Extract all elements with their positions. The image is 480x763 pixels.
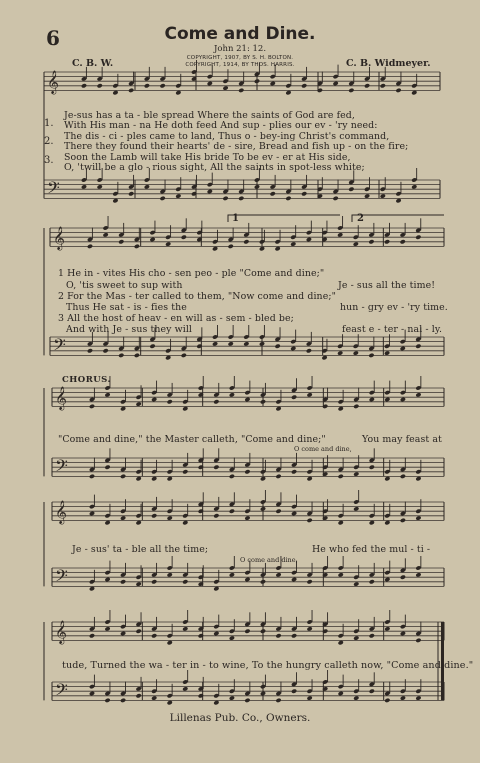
note-head	[120, 406, 126, 411]
note-head	[229, 572, 235, 577]
note-head	[400, 631, 406, 636]
note-head	[368, 239, 374, 244]
note-head	[167, 700, 173, 705]
note-head	[384, 577, 390, 582]
note-head	[160, 83, 166, 88]
note-head	[182, 626, 188, 631]
note-head	[229, 695, 235, 700]
note-head	[244, 629, 250, 634]
page-number: 6	[46, 26, 60, 50]
note-head	[104, 392, 110, 397]
note-head	[112, 198, 118, 203]
note-head	[243, 341, 249, 346]
note-head	[213, 631, 219, 636]
note-head	[285, 90, 291, 95]
note-head	[207, 189, 213, 194]
note-head	[136, 401, 142, 406]
note-head	[136, 581, 142, 586]
note-head	[213, 586, 219, 591]
note-head	[338, 474, 344, 479]
note-head	[112, 90, 118, 95]
note-head	[89, 474, 95, 479]
note-head	[151, 397, 157, 402]
note-head	[87, 244, 93, 249]
note-head	[244, 469, 250, 474]
note-head	[238, 196, 244, 201]
note-head	[259, 246, 265, 251]
clef: 𝄢	[55, 455, 68, 480]
note-head	[415, 515, 421, 520]
note-head	[175, 193, 181, 198]
note-head	[87, 348, 93, 353]
note-head	[400, 695, 406, 700]
note-head	[415, 476, 421, 481]
verse-2-line-b: There they found their hearts' de - sire, Bread and fish up - on the fire;	[64, 141, 409, 152]
note-head	[348, 187, 354, 192]
note-head	[291, 577, 297, 582]
lyricist: C. B. W.	[72, 58, 114, 69]
note-head	[290, 241, 296, 246]
note-head	[400, 346, 406, 351]
note-head	[291, 689, 297, 694]
note-head	[415, 235, 421, 240]
note-head	[97, 184, 103, 189]
note-head	[369, 520, 375, 525]
clef: 𝄢	[55, 565, 68, 590]
note-head	[415, 344, 421, 349]
note-head	[175, 90, 181, 95]
note-head	[134, 353, 140, 358]
note-head	[229, 392, 235, 397]
hymn-title: Come and Dine.	[164, 24, 316, 44]
note-head	[213, 399, 219, 404]
clef: 𝄞	[47, 69, 59, 94]
note-head	[275, 633, 281, 638]
note-head	[182, 686, 188, 691]
note-head	[151, 633, 157, 638]
verse-number-1: 1.	[44, 118, 54, 129]
note-head	[353, 581, 359, 586]
note-head	[306, 348, 312, 353]
note-head	[291, 633, 297, 638]
note-head	[369, 579, 375, 584]
system2-verse1-b: O, 'tis sweet to sup with	[66, 280, 183, 291]
note-head	[338, 406, 344, 411]
composer: C. B. Widmeyer.	[346, 58, 431, 69]
note-head	[338, 691, 344, 696]
clef: 𝄢	[47, 177, 60, 202]
chorus-line-2: Je - sus' ta - ble all the time;	[72, 544, 209, 555]
note-head	[104, 626, 110, 631]
note-head	[353, 241, 359, 246]
note-head	[213, 700, 219, 705]
chorus-line-3: tude, Turned the wa - ter in - to wine, To the hungry calleth now, "Come and dine."	[62, 660, 474, 671]
note-head	[167, 399, 173, 404]
system2-verse3-b: And with Je - sus they will	[66, 324, 193, 335]
note-head	[244, 397, 250, 402]
note-head	[400, 239, 406, 244]
note-head	[81, 184, 87, 189]
note-head	[182, 579, 188, 584]
note-head	[228, 341, 234, 346]
chorus-line-1-end: You may feast at	[362, 434, 442, 445]
note-head	[165, 355, 171, 360]
clef: 𝄢	[53, 334, 66, 359]
note-head	[136, 629, 142, 634]
note-head	[104, 577, 110, 582]
verse-1-line-b: With His man - na He doth feed And sup - plies our ev - 'ry need:	[64, 120, 378, 131]
note-head	[222, 196, 228, 201]
note-head	[384, 397, 390, 402]
note-head	[301, 83, 307, 88]
note-head	[400, 474, 406, 479]
verse-2-line-a: The dis - ci - ples came to land, Thus o - bey-ing Christ's command,	[64, 131, 390, 142]
note-head	[89, 511, 95, 516]
publisher-credit: Lillenas Pub. Co., Owners.	[169, 712, 311, 724]
system2-verse2-b: Thus He sat - is - fies the	[66, 302, 187, 313]
note-head	[338, 520, 344, 525]
note-head	[118, 353, 124, 358]
note-head	[384, 350, 390, 355]
note-head	[307, 518, 313, 523]
note-head	[369, 689, 375, 694]
note-head	[207, 81, 213, 86]
note-head	[400, 397, 406, 402]
note-head	[275, 474, 281, 479]
note-head	[291, 395, 297, 400]
note-head	[275, 246, 281, 251]
note-head	[337, 232, 343, 237]
note-head	[307, 695, 313, 700]
note-head	[81, 83, 87, 88]
note-head	[89, 404, 95, 409]
note-head	[229, 509, 235, 514]
note-head	[380, 193, 386, 198]
note-head	[181, 235, 187, 240]
note-head	[151, 476, 157, 481]
note-head	[395, 198, 401, 203]
second-ending-verse1: Je - sus all the time!	[338, 280, 436, 291]
note-head	[151, 579, 157, 584]
note-head	[89, 633, 95, 638]
note-head	[307, 579, 313, 584]
note-head	[333, 81, 339, 86]
note-head	[128, 88, 134, 93]
system2-verse2-a: 2 For the Mas - ter called to them, "Now come and dine;"	[58, 291, 337, 302]
note-head	[165, 241, 171, 246]
note-head	[369, 633, 375, 638]
note-head	[321, 355, 327, 360]
note-head	[182, 520, 188, 525]
note-head	[275, 344, 281, 349]
note-head	[238, 88, 244, 93]
first-ending-bracket	[228, 215, 340, 222]
note-head	[120, 698, 126, 703]
note-head	[411, 184, 417, 189]
first-ending-label: 1	[232, 213, 239, 224]
echo-line-1: O come and dine,	[294, 445, 352, 453]
note-head	[353, 404, 359, 409]
note-head	[415, 638, 421, 643]
note-head	[89, 586, 95, 591]
note-head	[301, 191, 307, 196]
verse-number-3: 3.	[44, 155, 54, 166]
verse-number-2: 2.	[44, 136, 54, 147]
note-head	[104, 465, 110, 470]
note-head	[290, 346, 296, 351]
note-head	[254, 79, 260, 84]
second-ending-verse3: feast e - ter - nal - ly.	[342, 324, 443, 335]
note-head	[353, 506, 359, 511]
note-head	[275, 509, 281, 514]
note-head	[128, 191, 134, 196]
note-head	[369, 397, 375, 402]
clef: 𝄞	[55, 619, 67, 644]
note-head	[229, 635, 235, 640]
note-head	[89, 691, 95, 696]
note-head	[260, 579, 266, 584]
note-head	[151, 513, 157, 518]
note-head	[270, 81, 276, 86]
note-head	[307, 476, 313, 481]
note-head	[103, 348, 109, 353]
note-head	[260, 629, 266, 634]
note-head	[136, 476, 142, 481]
note-head	[400, 518, 406, 523]
note-head	[353, 695, 359, 700]
note-head	[118, 239, 124, 244]
clef: 𝄞	[55, 385, 67, 410]
note-head	[384, 698, 390, 703]
note-head	[167, 476, 173, 481]
verse-1-line-a: Je-sus has a ta - ble spread Where the saints of God are fed,	[64, 110, 355, 121]
note-head	[243, 239, 249, 244]
note-head	[333, 196, 339, 201]
note-head	[136, 693, 142, 698]
note-head	[260, 476, 266, 481]
note-head	[291, 469, 297, 474]
note-head	[415, 572, 421, 577]
note-head	[353, 471, 359, 476]
note-head	[307, 626, 313, 631]
note-head	[212, 246, 218, 251]
note-head	[353, 350, 359, 355]
note-head	[120, 474, 126, 479]
note-head	[104, 520, 110, 525]
note-head	[120, 515, 126, 520]
note-head	[395, 88, 401, 93]
note-head	[144, 83, 150, 88]
note-head	[364, 193, 370, 198]
second-ending-bracket	[352, 215, 444, 222]
echo-line-2: O come and dine,	[240, 556, 298, 564]
note-head	[228, 244, 234, 249]
note-head	[275, 406, 281, 411]
note-head	[260, 506, 266, 511]
second-ending-label: 2	[357, 213, 364, 224]
note-head	[260, 399, 266, 404]
note-head	[306, 237, 312, 242]
note-head	[338, 572, 344, 577]
note-head	[151, 695, 157, 700]
note-head	[415, 695, 421, 700]
note-head	[384, 626, 390, 631]
note-head	[384, 239, 390, 244]
note-head	[275, 572, 281, 577]
note-head	[307, 392, 313, 397]
verse-3-line-b: O, 'twill be a glo - rious sight, All the saints in spot-less white;	[64, 162, 365, 173]
note-head	[291, 511, 297, 516]
system2-verse3-a: 3 All the host of heav - en will as - sem - bled be;	[58, 313, 294, 324]
note-head	[384, 476, 390, 481]
note-head	[285, 196, 291, 201]
note-head	[400, 575, 406, 580]
note-head	[275, 698, 281, 703]
note-head	[182, 406, 188, 411]
note-head	[136, 520, 142, 525]
note-head	[144, 184, 150, 189]
note-head	[259, 341, 265, 346]
note-head	[104, 698, 110, 703]
clef: 𝄢	[55, 679, 68, 704]
note-head	[222, 85, 228, 90]
note-head	[260, 691, 266, 696]
note-head	[411, 90, 417, 95]
note-head	[415, 392, 421, 397]
note-head	[254, 184, 260, 189]
note-head	[160, 196, 166, 201]
note-head	[244, 515, 250, 520]
second-ending-verse2: hun - gry ev - 'ry time.	[340, 302, 448, 313]
copyright-line-1: COPYRIGHT, 1907, BY S. H. BOLTON.	[186, 55, 294, 61]
note-head	[369, 465, 375, 470]
note-head	[167, 515, 173, 520]
note-head	[348, 88, 354, 93]
note-head	[364, 83, 370, 88]
note-head	[120, 579, 126, 584]
note-head	[182, 469, 188, 474]
note-head	[120, 631, 126, 636]
note-head	[167, 572, 173, 577]
note-head	[337, 350, 343, 355]
copyright-line-2: COPYRIGHT, 1914, BY THOS. HARRIS.	[185, 62, 295, 68]
verse-3-line-a: Soon the Lamb will take His bride To be ev - er at His side,	[64, 152, 351, 163]
note-head	[149, 237, 155, 242]
note-head	[213, 513, 219, 518]
note-head	[134, 244, 140, 249]
clef: 𝄞	[53, 225, 65, 250]
note-head	[380, 83, 386, 88]
note-head	[103, 232, 109, 237]
note-head	[212, 341, 218, 346]
note-head	[244, 698, 250, 703]
note-head	[229, 474, 235, 479]
chorus-label: CHORUS.	[62, 375, 111, 385]
note-head	[181, 353, 187, 358]
note-head	[167, 640, 173, 645]
note-head	[213, 465, 219, 470]
note-head	[97, 83, 103, 88]
note-head	[384, 520, 390, 525]
note-head	[270, 191, 276, 196]
note-head	[244, 577, 250, 582]
clef: 𝄞	[55, 499, 67, 524]
note-head	[149, 344, 155, 349]
scripture-reference: John 21: 12.	[213, 44, 267, 54]
chorus-line-1: "Come and dine," the Master calleth, "Come and dine;"	[58, 434, 326, 445]
note-head	[353, 635, 359, 640]
system2-verse1-a: 1 He in - vites His cho - sen peo - ple "Come and dine;"	[58, 268, 325, 279]
note-head	[338, 640, 344, 645]
chorus-line-2-end: He who fed the mul - ti -	[312, 544, 431, 555]
note-head	[368, 353, 374, 358]
